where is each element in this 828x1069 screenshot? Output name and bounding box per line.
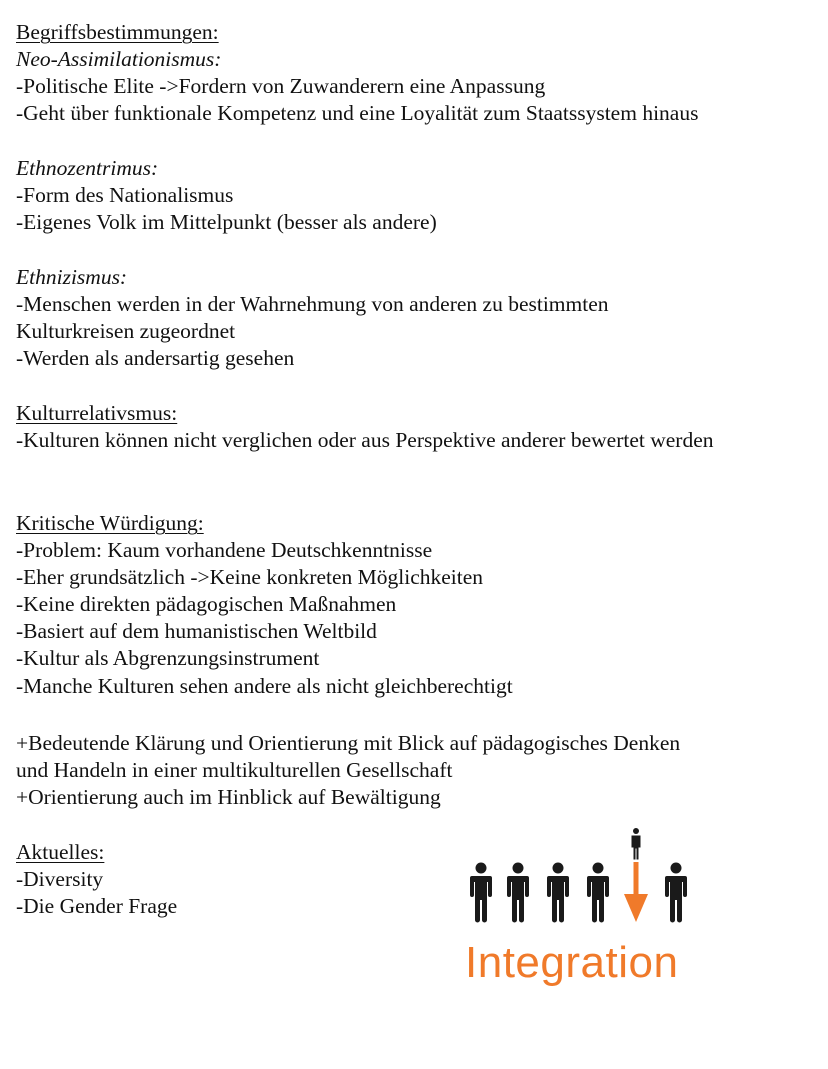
definition-line: -Kulturen können nicht verglichen oder aus Perspektive anderer bewertet werden [16,428,714,452]
arriving-person-icon [632,828,641,860]
current-item: -Diversity [16,867,104,891]
critique-minus-line: -Basiert auf dem humanistischen Weltbild [16,619,377,643]
definition-line: -Eigenes Volk im Mittelpunkt (besser als andere) [16,210,437,234]
down-arrow-icon [624,862,648,922]
definition-line: -Werden als andersartig gesehen [16,346,295,370]
critique-minus-line: -Eher grundsätzlich ->Keine konkreten Möglichkeiten [16,565,484,589]
person-figure-icon [507,863,529,923]
person-figure-icon [665,863,687,923]
term-neo-assimilationismus: Neo-Assimilationismus: [16,47,222,71]
section-heading-critique: Kritische Würdigung: [16,511,204,535]
critique-minus-line: -Keine direkten pädagogischen Maßnahmen [16,592,397,616]
term-ethnizismus: Ethnizismus: [16,265,128,289]
critique-plus-line: +Bedeutende Klärung und Orientierung mit Blick auf pädagogisches Denken [16,731,681,755]
term-ethnozentrismus: Ethnozentrimus: [16,156,159,180]
person-figure-icon [587,863,609,923]
section-heading-current: Aktuelles: [16,840,105,864]
definition-line: -Politische Elite ->Fordern von Zuwanderern eine Anpassung [16,74,546,98]
person-figure-icon [470,863,492,923]
critique-minus-line: -Problem: Kaum vorhandene Deutschkenntnisse [16,538,433,562]
term-kulturrelativismus: Kulturrelativsmus: [16,401,178,425]
critique-plus-line-truncated: +Orientierung auch im Hinblick auf Bewältigung [16,785,441,809]
current-item: -Die Gender Frage [16,894,178,918]
critique-plus-line: und Handeln in einer multikulturellen Gesellschaft [16,758,453,782]
definition-line: -Menschen werden in der Wahrnehmung von anderen zu bestimmten [16,292,609,316]
definition-line: -Form des Nationalismus [16,183,234,207]
integration-label: Integration [465,938,679,987]
person-figure-icon [547,863,569,923]
critique-minus-line: -Kultur als Abgrenzungsinstrument [16,646,320,670]
definition-line: -Geht über funktionale Kompetenz und eine Loyalität zum Staatssystem hinaus [16,101,699,125]
section-heading-definitions: Begriffsbestimmungen: [16,20,219,44]
definition-line: Kulturkreisen zugeordnet [16,319,236,343]
critique-minus-line: -Manche Kulturen sehen andere als nicht gleichberechtigt [16,674,513,698]
